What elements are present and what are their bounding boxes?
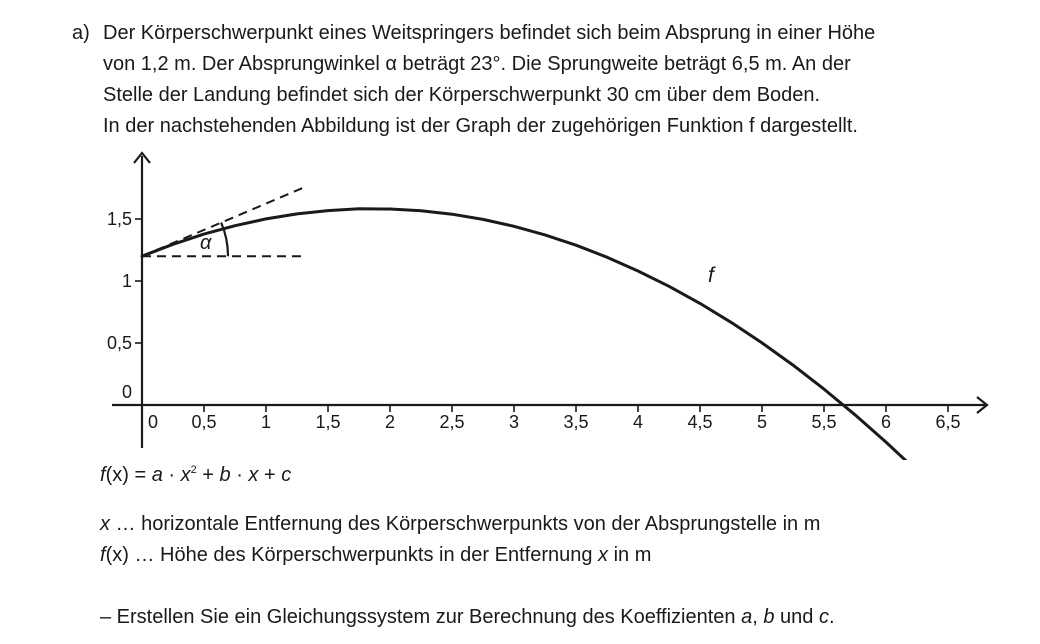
x-tick-label-13: 6,5 xyxy=(935,412,961,432)
formula-plus2: + xyxy=(258,464,282,486)
function-formula xyxy=(100,461,291,489)
y-tick-label-2: 1 xyxy=(121,271,132,291)
formula-c: c xyxy=(281,464,292,486)
legend-fx-f: f xyxy=(100,544,106,566)
instruction-sep1: , xyxy=(752,606,764,628)
y-tick-label-0: 0 xyxy=(121,382,132,402)
x-tick-label-8: 4 xyxy=(632,412,644,432)
instruction-text: – Erstellen Sie ein Gleichungssystem zur Berechnung des Koeffizienten xyxy=(100,606,742,628)
x-tick-label-0: 0 xyxy=(147,412,159,432)
formula-dot1: · xyxy=(162,464,181,486)
x-tick-label-3: 1,5 xyxy=(315,412,341,432)
x-tick-label-7: 3,5 xyxy=(563,412,589,432)
x-tick-label-2: 1 xyxy=(260,412,272,432)
axes xyxy=(112,153,987,448)
legend-fx-desc-b: in m xyxy=(608,544,652,566)
x-tick-label-12: 6 xyxy=(880,412,892,432)
curve-label: f xyxy=(708,264,714,287)
angle-label: α xyxy=(200,232,212,255)
formula-x2: x xyxy=(180,464,191,486)
x-tick-label-5: 2,5 xyxy=(439,412,465,432)
instruction-a: a xyxy=(741,606,753,628)
instruction-end: . xyxy=(828,606,835,628)
legend-fx xyxy=(100,540,820,571)
instruction-c: c xyxy=(818,606,829,628)
y-tick-label-3: 1,5 xyxy=(106,209,132,229)
formula-b: b xyxy=(219,464,231,486)
instruction-b: b xyxy=(763,606,775,628)
legend-fx-x: x xyxy=(598,544,609,566)
legend-fx-paren: (x) xyxy=(105,544,129,566)
task-line-1: Der Körperschwerpunkt eines Weitspringers befindet sich beim Absprung in einer Höhe xyxy=(103,22,876,44)
x-tick-label-1: 0,5 xyxy=(191,412,217,432)
ticks xyxy=(135,219,948,412)
formula-dot2: · xyxy=(230,464,249,486)
legend-x xyxy=(100,509,820,540)
legend-x-desc: … horizontale Entfernung des Körperschwerpunkts von der Absprungstelle in m xyxy=(110,513,821,535)
legend-x-symbol: x xyxy=(100,513,110,535)
task-line-2: von 1,2 m. Der Absprungwinkel α beträgt 23°. Die Sprungweite beträgt 6,5 m. An der xyxy=(103,53,851,75)
x-tick-label-10: 5 xyxy=(756,412,768,432)
task-label: a) xyxy=(72,22,90,44)
formula-plus1: + xyxy=(196,464,220,486)
task-line-4: In der nachstehenden Abbildung ist der Graph der zugehörigen Funktion f dargestellt. xyxy=(103,115,858,137)
task-line-3: Stelle der Landung befindet sich der Körperschwerpunkt 30 cm über dem Boden. xyxy=(103,84,821,106)
variable-legend xyxy=(100,509,820,571)
x-tick-label-4: 2 xyxy=(384,412,396,432)
tick-labels xyxy=(107,209,961,432)
legend-fx-desc-a: … Höhe des Körperschwerpunkts in der Entfernung xyxy=(128,544,599,566)
formula-f: f xyxy=(100,464,106,486)
formula-x1: x xyxy=(248,464,259,486)
formula-eq: = xyxy=(128,464,152,486)
formula-a: a xyxy=(151,464,163,486)
x-tick-label-9: 4,5 xyxy=(687,412,713,432)
instruction-sep2: und xyxy=(774,606,819,628)
y-tick-label-1: 0,5 xyxy=(106,333,132,353)
graph-labels xyxy=(200,232,716,287)
instruction xyxy=(100,603,835,631)
x-tick-label-11: 5,5 xyxy=(811,412,837,432)
formula-square: 2 xyxy=(190,464,197,476)
x-tick-label-6: 3 xyxy=(508,412,520,432)
formula-x-paren: (x) xyxy=(105,464,129,486)
